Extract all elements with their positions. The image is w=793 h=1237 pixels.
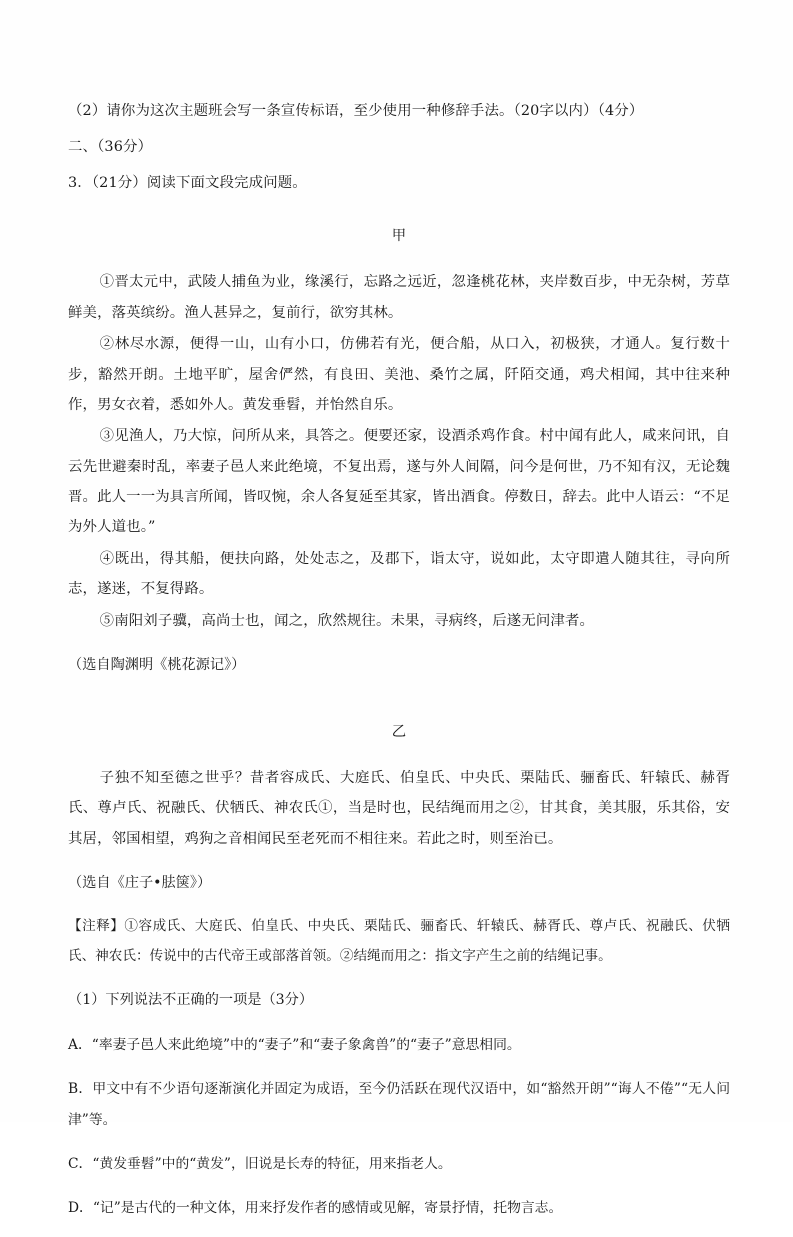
passage-yi-source: （选自《庄子•胠箧》） <box>68 874 212 891</box>
passage-yi-label: 乙 <box>391 723 407 740</box>
passage-jia-paragraph-5: ⑤南阳刘子骥，高尚士也，闻之，欣然规往。未果，寻病终，后遂无问津者。 <box>99 612 595 629</box>
passage-jia-source: （选自陶渊明《桃花源记》） <box>68 657 246 674</box>
option-a: A．“率妻子邑人来此绝境”中的“妻子”和“妻子象禽兽”的“妻子”意思相同。 <box>68 1037 521 1054</box>
passage-jia-paragraph-1: ①晋太元中，武陵人捕鱼为业，缘溪行，忘路之远近，忽逢桃花林，夹岸数百步，中无杂树，芳草鲜美，落英缤纷。渔人甚异之，复前行，欲穷其林。 <box>68 274 730 321</box>
spacer <box>68 199 730 205</box>
question-2-2: （2）请你为这次主题班会写一条宣传标语，至少使用一种修辞手法。（20字以内）（4分） <box>68 103 644 119</box>
spacer <box>68 694 730 700</box>
passage-jia-paragraph-4: ④既出，得其船，便扶向路，处处志之，及郡下，诣太守，说如此，太守即遣人随其往，寻向所志，遂迷，不复得路。 <box>68 550 730 597</box>
page-content <box>68 96 730 1237</box>
passage-jia-paragraph-2: ②林尽水源，便得一山，山有小口，仿佛若有光，便合船，从口入，初极狭，才通人。复行数十步，豁然开朗。土地平旷，屋舍俨然，有良田、美池、桑竹之属，阡陌交通，鸡犬相闻，其中往来种作，男女衣着，悉如外人。黄发垂髫，并怡然自乐。 <box>68 336 730 413</box>
question-3-stem: 3．（21分）阅读下面文段完成问题。 <box>68 175 307 192</box>
passage-jia-paragraph-3: ③见渔人，乃大惊，问所从来，具答之。便要还家，设酒杀鸡作食。村中闻有此人，咸来问讯，自云先世避秦时乱，率妻子邑人来此绝境，不复出焉，遂与外人间隔，问今是何世，乃不知有汉，无论魏晋。此人一一为具言所闻，皆叹惋，余人各复延至其家，皆出酒食。停数日，辞去。此中人语云：“不足为外人道也。” <box>68 428 730 536</box>
annotation-block: 【注释】①容成氏、大庭氏、伯皇氏、中央氏、栗陆氏、骊畜氏、轩辕氏、赫胥氏、尊卢氏、祝融氏、伏牺氏、神农氏：传说中的古代帝王或部落首领。②结绳而用之：指文字产生之前的结绳记事。 <box>68 918 730 964</box>
sub-question-1-prompt: （1）下列说法不正确的一项是（3分） <box>68 992 314 1009</box>
option-d: D．“记”是古代的一种文体，用来抒发作者的感情或见解，寄景抒情，托物言志。 <box>68 1200 563 1217</box>
section-two-heading: 二、（36分） <box>68 139 153 156</box>
passage-jia-label: 甲 <box>391 228 407 244</box>
passage-yi-paragraph-1: 子独不知至德之世乎？昔者容成氏、大庭氏、伯皇氏、中央氏、栗陆氏、骊畜氏、轩辕氏、赫胥氏、尊卢氏、祝融氏、伏牺氏、神农氏①，当是时也，民结绳而用之②，甘其食，美其服，乐其俗，安其居，邻国相望，鸡狗之音相闻民至老死而不相往来。若此之时，则至治已。 <box>68 770 730 847</box>
option-b: B．甲文中有不少语句逐渐演化并固定为成语，至今仍活跃在现代汉语中，如“豁然开朗”“诲人不倦”“无人问津”等。 <box>68 1081 730 1128</box>
option-c: C．“黄发垂髫”中的“黄发”，旧说是长寿的特征，用来指老人。 <box>68 1155 452 1172</box>
